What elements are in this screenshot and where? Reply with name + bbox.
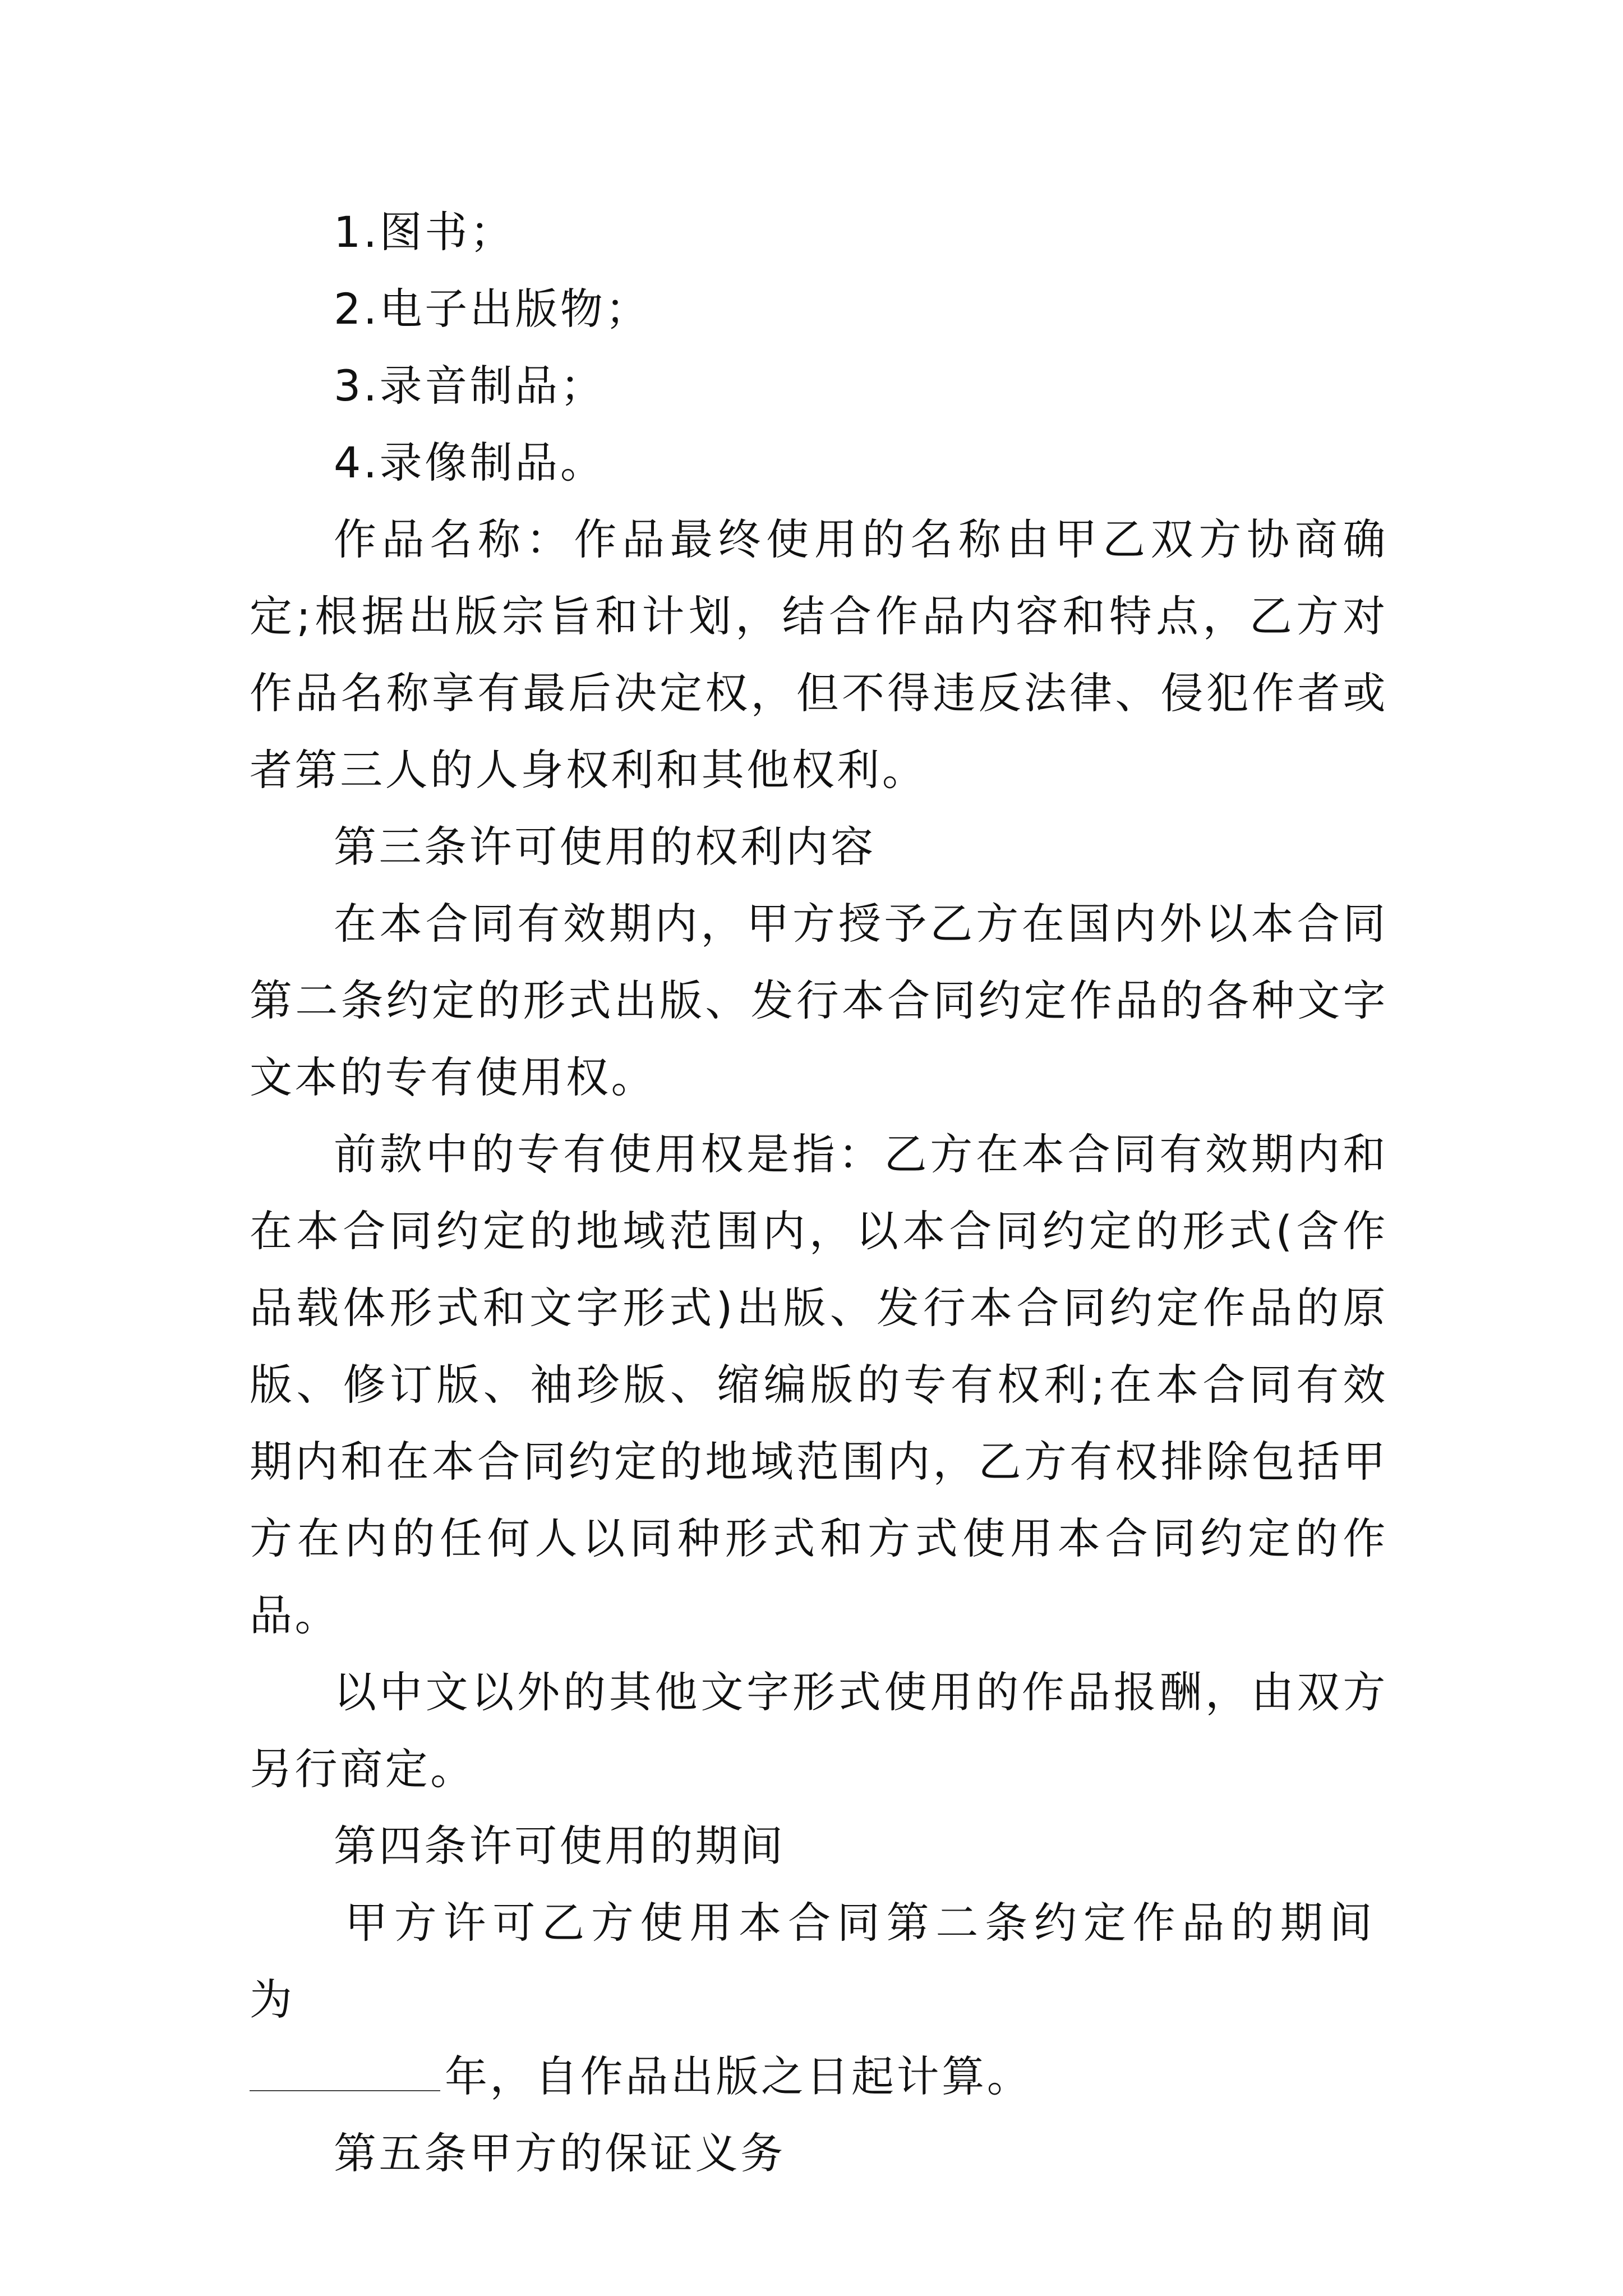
document-body (250, 194, 1388, 2192)
list-item-electronic-publications: 2.电子出版物； (334, 284, 651, 334)
paragraph-article-3-other-languages: 以中文以外的其他文字形式使用的作品报酬，由双方另行商定。 (250, 1667, 1388, 1794)
list-item-video-products: 4.录像制品。 (334, 438, 606, 487)
paragraph-article-3-exclusive-right: 前款中的专有使用权是指：乙方在本合同有效期内和在本合同约定的地域范围内，以本合同约定的形式(含作品载体形式和文字形式)出版、发行本合同约定作品的原版、修订版、袖珍版、缩编版的专有权利;在本合同有效期内和在本合同约定的地域范围内，乙方有权排除包括甲方在内的任何人以同种形式和方式使用本合同约定的作品。 (250, 1129, 1388, 1640)
article-3-heading: 第三条许可使用的权利内容 (334, 822, 876, 872)
paragraph-article-4-period-cont (250, 2038, 1388, 2115)
list-item-audio-products: 3.录音制品； (334, 361, 606, 411)
period-years-text: 年，自作品出版之日起计算。 (445, 2051, 1032, 2101)
paragraph-work-title: 作品名称：作品最终使用的名称由甲乙双方协商确定;根据出版宗旨和计划，结合作品内容和特点，乙方对作品名称享有最后决定权，但不得违反法律、侵犯作者或者第三人的人身权利和其他权利。 (250, 514, 1388, 795)
paragraph-article-4-period: 甲方许可乙方使用本合同第二条约定作品的期间为 (250, 1898, 1379, 2024)
article-5-heading: 第五条甲方的保证义务 (334, 2128, 786, 2178)
list-item-books: 1.图书； (334, 207, 515, 257)
article-4-heading: 第四条许可使用的期间 (334, 1821, 786, 1871)
blank-fill-line (250, 2051, 440, 2091)
paragraph-article-3-grant: 在本合同有效期内，甲方授予乙方在国内外以本合同第二条约定的形式出版、发行本合同约定作品的各种文字文本的专有使用权。 (250, 899, 1388, 1102)
